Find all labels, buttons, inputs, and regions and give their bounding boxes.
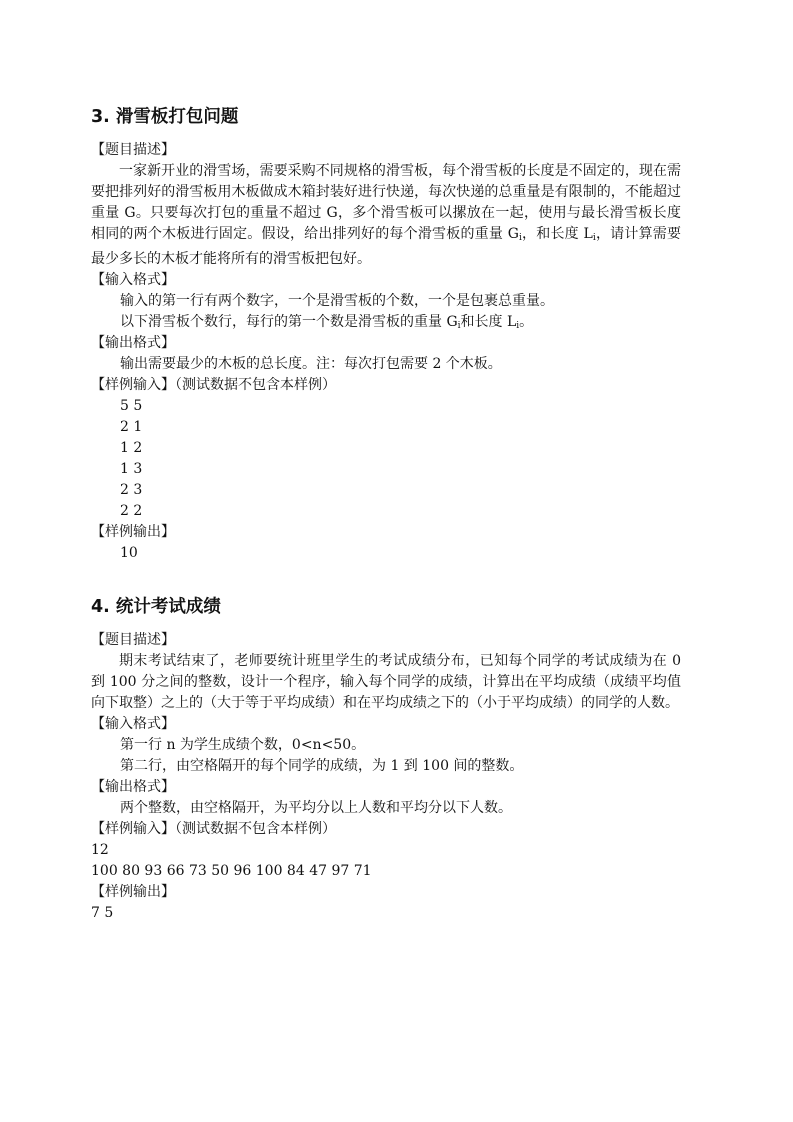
- s4-output-format-label: 【输出格式】: [91, 779, 175, 795]
- s3-input-line-2: 以下滑雪板个数行，每行的第一个数是滑雪板的重量 $G_i$和长度 $L_i$。: [120, 314, 534, 331]
- s3-sample-input-line: 2 1: [120, 419, 143, 435]
- s4-sample-input-line: 12: [91, 842, 109, 858]
- s3-output-format-label: 【输出格式】: [91, 335, 175, 351]
- s3-output-line: 输出需要最少的木板的总长度。注：每次打包需要 2 个木板。: [120, 356, 502, 372]
- s4-output-line: 两个整数，由空格隔开，为平均分以上人数和平均分以下人数。: [120, 800, 512, 816]
- s3-description-text: 一家新开业的滑雪场，需要采购不同规格的滑雪板，每个滑雪板的长度是不固定的，现在需要把排列好的滑雪板用木板做成木箱封装好进行快递，每次快递的总重量是有限制的，不能超过重量 G。只要每次打包的重量不超过 G，多个滑雪板可以摞放在一起，使用与最长滑雪板长度相同的两个木板进行固定。假设，给出排列好的每个滑雪板的重量 $G_i$，和长度 $L_i$，请计算需要最少多长的木板才能将所有的滑雪板把包好。: [91, 163, 682, 267]
- s4-sample-output-label: 【样例输出】: [91, 884, 175, 900]
- s4-sample-output-value: 7 5: [91, 905, 114, 921]
- s3-sample-input-line: 5 5: [120, 398, 143, 414]
- document-page: [91, 104, 681, 924]
- s4-sample-input-label: 【样例输入】（测试数据不包含本样例）: [91, 821, 336, 837]
- s3-description-label: 【题目描述】: [91, 142, 175, 158]
- section-3-title: 3. 滑雪板打包问题: [91, 107, 239, 127]
- s3-sample-output-label: 【样例输出】: [91, 524, 175, 540]
- s4-input-line-2: 第二行，由空格隔开的每个同学的成绩，为 1 到 100 间的整数。: [120, 758, 524, 774]
- s3-input-line-1: 输入的第一行有两个数字，一个是滑雪板的个数，一个是包裹总重量。: [120, 293, 554, 309]
- s4-sample-input-line: 100 80 93 66 73 50 96 100 84 47 97 71: [91, 863, 372, 879]
- s4-description-label: 【题目描述】: [91, 632, 175, 648]
- s4-description-text: 期末考试结束了，老师要统计班里学生的考试成绩分布，已知每个同学的考试成绩为在 0 到 100 分之间的整数，设计一个程序，输入每个同学的成绩，计算出在平均成绩（成绩平均值向下取整）之上的（大于等于平均成绩）和在平均成绩之下的（小于平均成绩）的同学的人数。: [91, 653, 682, 711]
- s3-sample-input-line: 2 3: [120, 482, 143, 498]
- s3-sample-input-line: 1 2: [120, 440, 143, 456]
- s3-input-format-label: 【输入格式】: [91, 272, 175, 288]
- s3-sample-output-value: 10: [120, 545, 138, 561]
- s4-input-format-label: 【输入格式】: [91, 716, 175, 732]
- s3-sample-input-label: 【样例输入】（测试数据不包含本样例）: [91, 377, 336, 393]
- section-4-title: 4. 统计考试成绩: [91, 597, 221, 617]
- s3-sample-input-line: 1 3: [120, 461, 143, 477]
- s4-input-line-1: 第一行 n 为学生成绩个数，0<n<50。: [120, 737, 366, 753]
- s3-sample-input-line: 2 2: [120, 503, 143, 519]
